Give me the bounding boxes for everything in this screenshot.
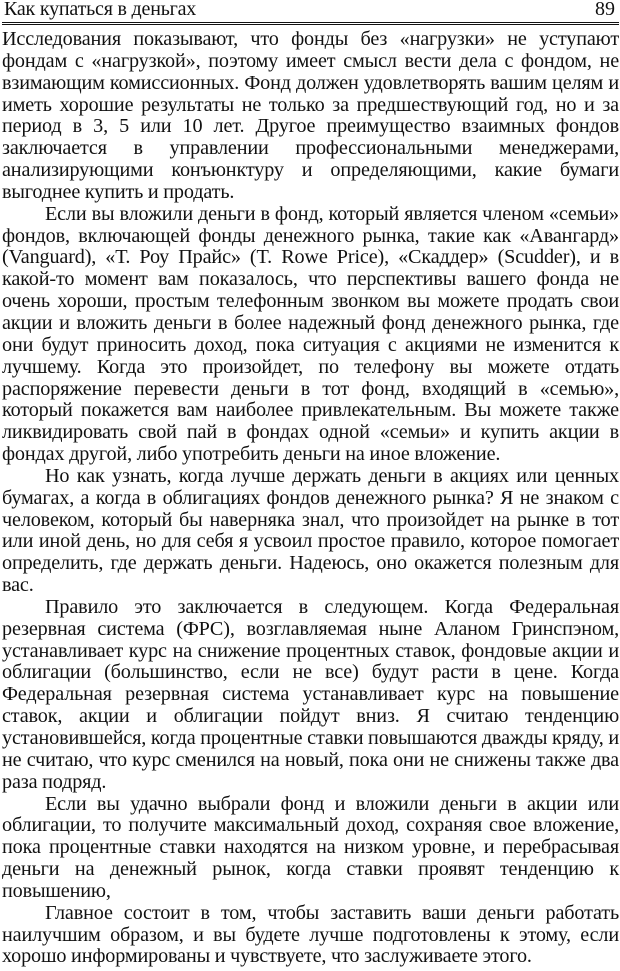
paragraph: Правило это заключается в следующем. Когда Федеральная резервная система (ФРС), возглавляемая ныне Аланом Гринспэном, устанавливает курс на снижение процентных ставок, фондовые акции и облигации (большинство, если не все) будут расти в цене. Когда Федеральная резервная система устанавливает курс на повышение ставок, акции и облигации пойдут вниз. Я считаю тенденцию установившейся, когда процентные ставки повышаются дважды кряду, и не считаю, что курс сменился на новый, пока они не снижены также два раза подряд. xyxy=(2,595,619,793)
body-text xyxy=(2,29,619,968)
paragraph: Но как узнать, когда лучше держать деньги в акциях или ценных бумагах, а когда в облигациях фондов денежного рынка? Я не знаком с человеком, который бы наверняка знал, что произойдет на рынке в тот или иной день, но для себя я усвоил простое правило, которое помогает определить, где держать деньги. Надеюсь, оно окажется полезным для вас. xyxy=(2,464,619,597)
running-title: Как купаться в деньгах xyxy=(4,0,197,20)
paragraph: Если вы удачно выбрали фонд и вложили деньги в акции или облигации, то получите максимальный доход, сохраняя свое вложение, пока процентные ставки находятся на низком уровне, и перебрасывая деньги на денежный рынок, когда ставки проявят тенденцию к повышению, xyxy=(2,792,619,902)
paragraph: Если вы вложили деньги в фонд, который является членом «семьи» фондов, включающей фонды денежного рынка, такие как «Авангард» (Vanguard), «Т. Роу Прайс» (T. Rowe Price), «Скаддер» (Scudder), и в какой-то момент вам показалось, что перспективы вашего фонда не очень хороши, простым телефонным звонком вы можете продать свои акции и вложить деньги в более надежный фонд денежного рынка, где они будут приносить доход, пока ситуация с акциями не изменится к лучшему. Когда это произойдет, по телефону вы можете отдать распоряжение перевести деньги в тот фонд, входящий в «семью», который покажется вам наиболее привлекательным. Вы можете также ликвидировать свой пай в фондах одной «семьи» и купить акции в фондах другой, либо употребить деньги на иное вложение. xyxy=(2,202,619,466)
paragraph: Исследования показывают, что фонды без «нагрузки» не уступают фондам с «нагрузкой», поэтому имеет смысл вести дела с фондом, не взимающим комиссионных. Фонд должен удовлетворять вашим целям и иметь хорошие результаты не только за предшествующий год, но и за период в 3, 5 или 10 лет. Другое преимущество взаимных фондов заключается в управлении профессиональными менеджерами, анализирующими конъюнктуру и определяющими, какие бумаги выгоднее купить и продать. xyxy=(2,28,619,203)
page-header xyxy=(2,0,619,25)
page-number: 89 xyxy=(595,0,615,20)
paragraph: Главное состоит в том, чтобы заставить ваши деньги работать наилучшим образом, и вы будете лучше подготовлены к этому, если хорошо информированы и чувствуете, что заслуживаете этого. xyxy=(2,901,619,968)
